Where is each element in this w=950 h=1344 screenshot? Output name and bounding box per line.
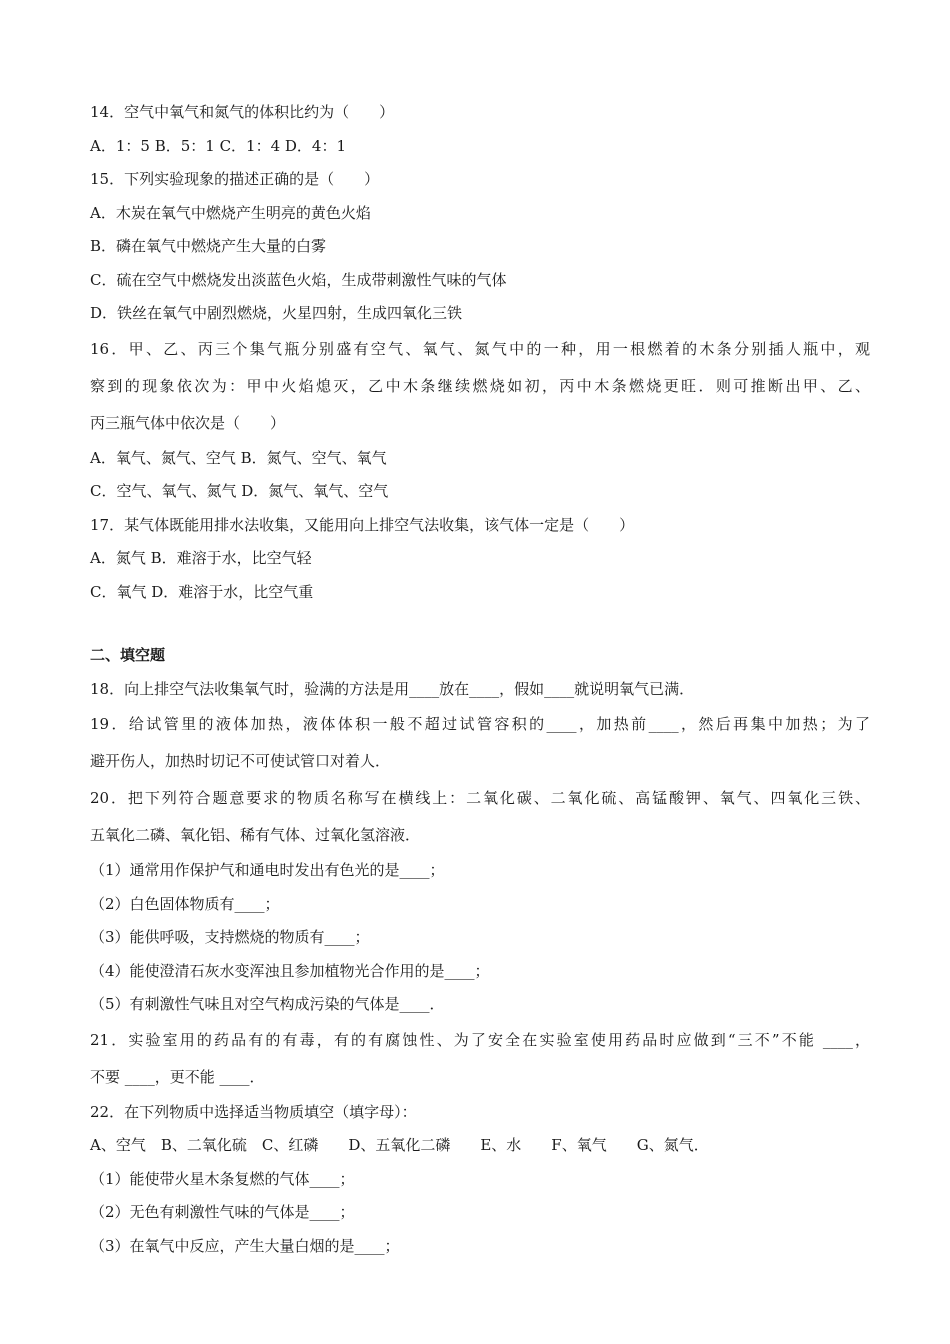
- question-16-stem-line-1: 16．甲、乙、丙三个集气瓶分别盛有空气、氧气、氮气中的一种，用一根燃着的木条分别插人瓶中，观: [90, 339, 870, 358]
- question-21-stem-line-1: 21．实验室用的药品有的有毒，有的有腐蚀性、为了安全在实验室使用药品时应做到“三不”不能 ____，: [90, 1030, 870, 1049]
- question-16-options-cd: C．空气、氧气、氮气 D．氮气、氧气、空气: [90, 482, 389, 500]
- question-22-stem: 22．在下列物质中选择适当物质填空（填字母）：: [90, 1102, 417, 1121]
- section-spacer: [90, 609, 870, 639]
- question-20-item: （4）能使澄清石灰水变浑浊且参加植物光合作用的是____；: [90, 961, 490, 980]
- question-16-stem-line-2: 察到的现象依次为：甲中火焰熄灭，乙中木条继续燃烧如初，丙中木条燃烧更旺．则可推断出甲、乙、: [90, 376, 870, 395]
- question-15-stem: 15．下列实验现象的描述正确的是（ ）: [90, 170, 380, 188]
- question-15-option-a: A．木炭在氧气中燃烧产生明亮的黄色火焰: [90, 203, 371, 222]
- question-20-stem-line-2: 五氧化二磷、氧化铝、稀有气体、过氧化氢溶液．: [90, 826, 421, 844]
- question-16-options-ab: A．氧气、氮气、空气 B．氮气、空气、氧气: [90, 448, 387, 467]
- question-22-item: （1）能使带火星木条复燃的气体____；: [90, 1169, 355, 1188]
- question-15-option-c: C．硫在空气中燃烧发出淡蓝色火焰，生成带刺激性气味的气体: [90, 270, 507, 289]
- question-19-stem-line-2: 避开伤人，加热时切记不可使试管口对着人．: [90, 752, 391, 770]
- question-20-item: （3）能供呼吸，支持燃烧的物质有____；: [90, 928, 370, 946]
- question-14-stem: 14．空气中氧气和氮气的体积比约为（ ）: [90, 103, 395, 121]
- question-21-stem-line-2: 不要 ____，更不能 ____．: [90, 1067, 265, 1086]
- question-20-item: （1）通常用作保护气和通电时发出有色光的是____；: [90, 861, 445, 879]
- question-15-option-b: B．磷在氧气中燃烧产生大量的白雾: [90, 237, 327, 255]
- question-17-stem: 17．某气体既能用排水法收集，又能用向上排空气法收集，该气体一定是（ ）: [90, 515, 635, 534]
- question-18-stem: 18．向上排空气法收集氧气时，验满的方法是用____放在____，假如____就说明氧气已满．: [90, 679, 695, 698]
- question-20-stem-line-1: 20．把下列符合题意要求的物质名称写在横线上：二氧化碳、二氧化硫、高锰酸钾、氧气、四氧化三铁、: [90, 789, 870, 807]
- question-20-item: （5）有刺激性气味且对空气构成污染的气体是____．: [90, 995, 445, 1013]
- question-22-item: （3）在氧气中反应，产生大量白烟的是____；: [90, 1236, 400, 1255]
- question-22-choices: A、空气 B、二氧化硫 C、红磷 D、五氧化二磷 E、水 F、氧气 G、氮气．: [90, 1136, 709, 1154]
- section-heading: 二、填空题: [90, 646, 166, 664]
- question-20-item: （2）白色固体物质有____；: [90, 894, 280, 913]
- question-17-options-cd: C．氧气 D．难溶于水，比空气重: [90, 582, 314, 601]
- question-19-stem-line-1: 19．给试管里的液体加热，液体体积一般不超过试管容积的____，加热前____，然后再集中加热；为了: [90, 715, 870, 733]
- question-15-option-d: D．铁丝在氧气中剧烈燃烧，火星四射，生成四氧化三铁: [90, 304, 463, 322]
- question-16-stem-line-3: 丙三瓶气体中依次是（ ）: [90, 413, 286, 432]
- question-17-options-ab: A．氮气 B．难溶于水，比空气轻: [90, 549, 312, 567]
- question-14-options: A．1：5 B．5：1 C．1：4 D．4：1: [90, 136, 347, 155]
- question-list: [90, 96, 870, 1263]
- question-22-item: （2）无色有刺激性气味的气体是____；: [90, 1203, 355, 1221]
